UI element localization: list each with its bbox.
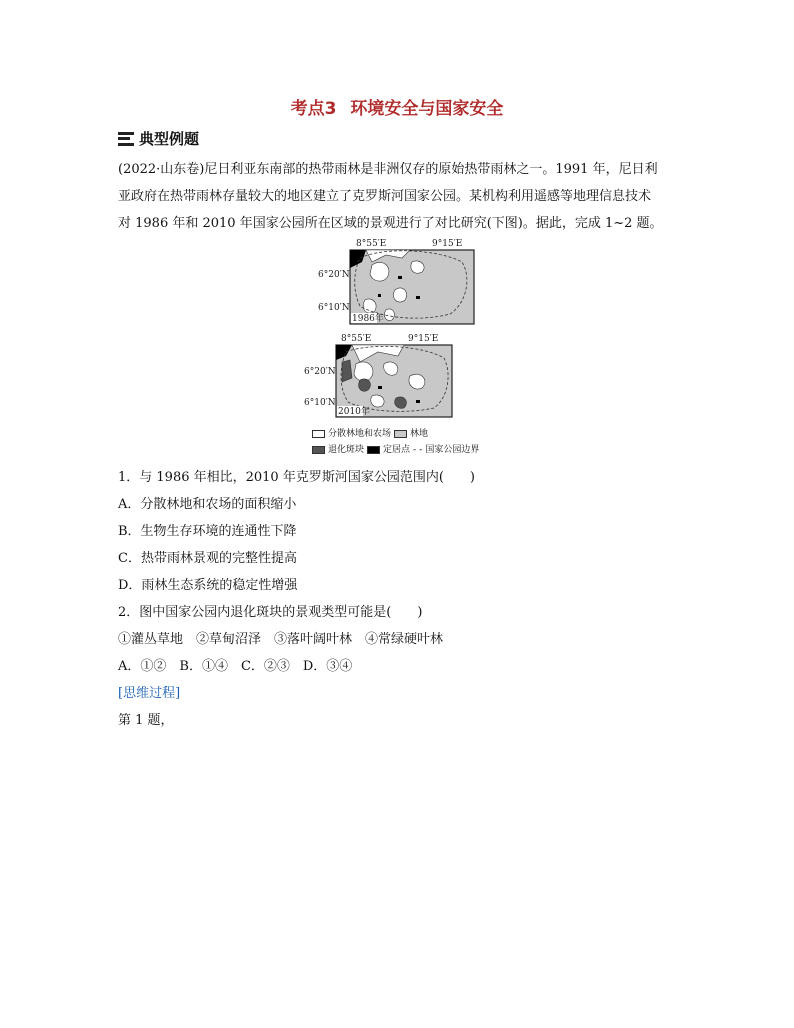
map-1986-lat2: 6°10′N <box>318 303 350 313</box>
legend-scattered: 分散林地和农场 <box>328 429 392 439</box>
question-2-choices: A．①② B．①④ C．②③ D．③④ <box>118 659 353 674</box>
boundary-dash-icon: - - <box>413 445 423 455</box>
legend-boundary: 国家公园边界 <box>425 445 480 455</box>
map-2010-lon1: 8°55′E <box>341 334 372 344</box>
map-1986-lon1: 8°55′E <box>356 239 387 249</box>
map-2010-lon2: 9°15′E <box>408 334 439 344</box>
degraded-swatch-icon <box>312 446 325 454</box>
map-1986-lon2: 9°15′E <box>432 239 463 249</box>
intro-line: 亚政府在热带雨林存量较大的地区建立了克罗斯河国家公园。某机构利用遥感等地理信息技术 <box>118 189 652 204</box>
question-2-stem: 2．图中国家公园内退化斑块的景观类型可能是( ) <box>118 605 423 620</box>
map-2010 <box>304 334 452 417</box>
title-part1: 考点3 <box>290 99 337 119</box>
settlement-swatch-icon <box>367 446 380 454</box>
legend-degraded: 退化斑块 <box>328 445 365 455</box>
question-1-option-a: A．分散林地和农场的面积缩小 <box>118 497 297 512</box>
forest-swatch-icon <box>394 430 407 438</box>
question-1-option-c: C．热带雨林景观的完整性提高 <box>118 551 297 566</box>
question-1-option-d: D．雨林生态系统的稳定性增强 <box>118 578 298 593</box>
question-2-items: ①灌丛草地 ②草甸沼泽 ③落叶阔叶林 ④常绿硬叶林 <box>118 632 444 647</box>
question-1-option-b: B．生物生存环境的连通性下降 <box>118 524 297 539</box>
scattered-swatch-icon <box>312 430 325 438</box>
intro-line: 对 1986 年和 2010 年国家公园所在区域的景观进行了对比研究(下图)。据此，完成 1~2 题。 <box>118 216 663 231</box>
question-1-analysis-label: 第 1 题， <box>118 713 174 728</box>
map-2010-lat2: 6°10′N <box>304 398 336 408</box>
thinking-process-label: [思维过程] <box>118 686 181 701</box>
legend-forest: 林地 <box>410 429 429 439</box>
map-legend <box>312 426 479 458</box>
question-1-stem: 1．与 1986 年相比，2010 年克罗斯河国家公园范围内( ) <box>118 470 475 485</box>
map-1986 <box>318 239 474 324</box>
title-part2: 环境安全与国家安全 <box>350 99 504 119</box>
map-1986-year: 1986年 <box>352 314 384 324</box>
legend-settlement: 定居点 <box>383 445 411 455</box>
map-figure <box>0 0 794 460</box>
intro-line: (2022·山东卷)尼日利亚东南部的热带雨林是非洲仅存的原始热带雨林之一。1991 年，尼日利 <box>118 162 658 177</box>
map-2010-year: 2010年 <box>338 407 370 417</box>
map-2010-lat1: 6°20′N <box>304 367 336 377</box>
map-1986-lat1: 6°20′N <box>318 270 350 280</box>
section-heading-text: 典型例题 <box>139 130 200 148</box>
